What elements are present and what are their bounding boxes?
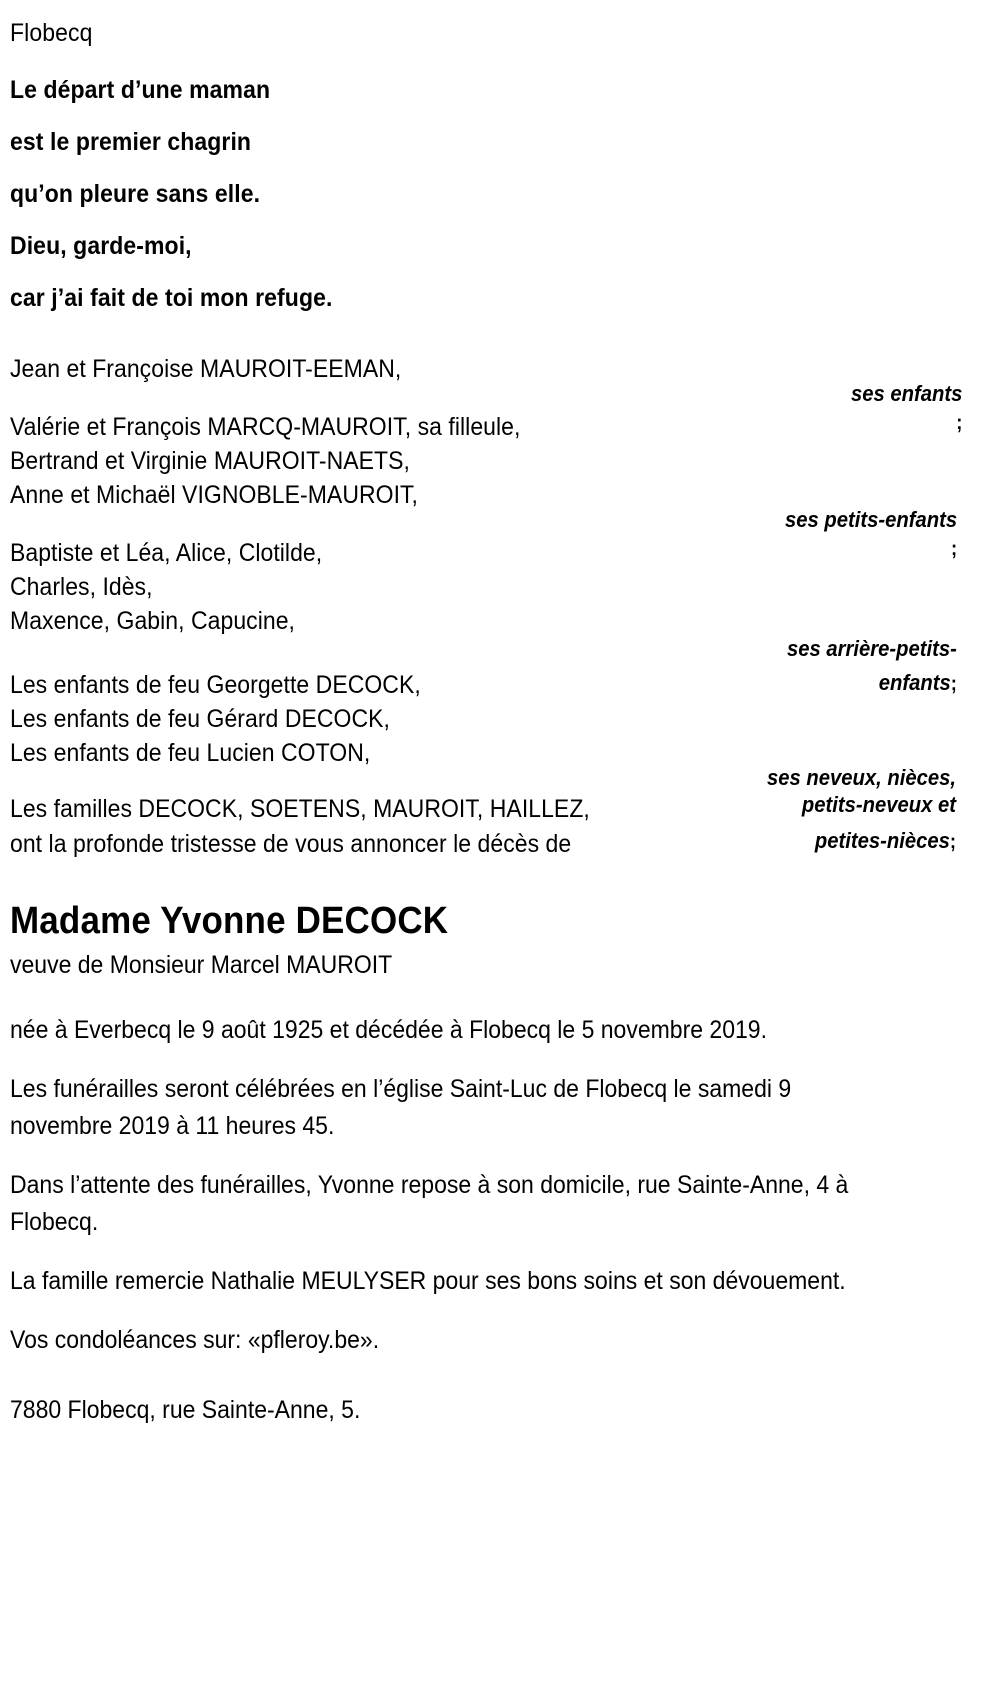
footer-address: 7880 Flobecq, rue Sainte-Anne, 5. [10, 1396, 361, 1424]
thanks-details: La famille remercie Nathalie MEULYSER pour ses bons soins et son dévouement. [10, 1267, 846, 1295]
relation-names [10, 410, 650, 512]
relation-label-semicolon: ; [951, 673, 958, 695]
relation-label-text: enfants [879, 670, 952, 695]
relation-label-text: petites-nièces [814, 828, 950, 853]
relation-name: Anne et Michaël VIGNOBLE-MAUROIT, [10, 481, 418, 509]
poem-line: qu’on pleure sans elle. [10, 180, 261, 208]
relation-names [10, 352, 650, 386]
relation-label-line: ses neveux, nièces, [766, 765, 956, 790]
condolences-details: Vos condoléances sur: «pfleroy.be». [10, 1326, 380, 1354]
families-line: Les familles DECOCK, SOETENS, MAUROIT, HAILLEZ, [10, 795, 590, 823]
relation-names [10, 536, 650, 638]
poem-line: est le premier chagrin [10, 128, 252, 156]
relation-name: Les enfants de feu Lucien COTON, [10, 739, 371, 767]
relation-name: Jean et Françoise MAUROIT-EEMAN, [10, 355, 402, 383]
families-line: ont la profonde tristesse de vous annoncer le décès de [10, 830, 572, 858]
relation-label-semicolon: ; [956, 412, 963, 434]
poem-line: car j’ai fait de toi mon refuge. [10, 284, 333, 312]
locality-text: Flobecq [10, 19, 93, 47]
relation-name: Maxence, Gabin, Capucine, [10, 607, 295, 635]
relation-name: Charles, Idès, [10, 573, 153, 601]
poem-line: Le départ d’une maman [10, 76, 271, 104]
relation-names [10, 668, 650, 770]
deceased-name: Madame Yvonne DECOCK [10, 900, 449, 942]
deceased-spouse: veuve de Monsieur Marcel MAUROIT [10, 951, 393, 979]
relation-label-line: petits-neveux et [801, 792, 956, 817]
relation-label-semicolon: ; [949, 831, 956, 853]
poem-block [10, 64, 972, 324]
birth-death-details: née à Everbecq le 9 août 1925 et décédée à Flobecq le 5 novembre 2019. [10, 1016, 768, 1044]
relation-name: Les enfants de feu Georgette DECOCK, [10, 671, 421, 699]
funeral-details: Les funérailles seront célébrées en l’église Saint-Luc de Flobecq le samedi 9 novembre 2019 à 11 heures 45. [10, 1075, 792, 1140]
relation-label-line: ses petits-enfants [784, 507, 958, 532]
relation-label-line: ses arrière-petits- [787, 636, 958, 661]
relation-name: Bertrand et Virginie MAUROIT-NAETS, [10, 447, 410, 475]
relation-name: Baptiste et Léa, Alice, Clotilde, [10, 539, 323, 567]
repose-details: Dans l’attente des funérailles, Yvonne repose à son domicile, rue Sainte-Anne, 4 à Flobecq. [10, 1171, 849, 1236]
relation-label-line: ses enfants [850, 381, 963, 406]
poem-line: Dieu, garde-moi, [10, 232, 192, 260]
relation-label-semicolon: ; [950, 538, 958, 560]
relation-name: Les enfants de feu Gérard DECOCK, [10, 705, 390, 733]
relation-name: Valérie et François MARCQ-MAUROIT, sa filleule, [10, 413, 521, 441]
families-block [10, 792, 972, 862]
